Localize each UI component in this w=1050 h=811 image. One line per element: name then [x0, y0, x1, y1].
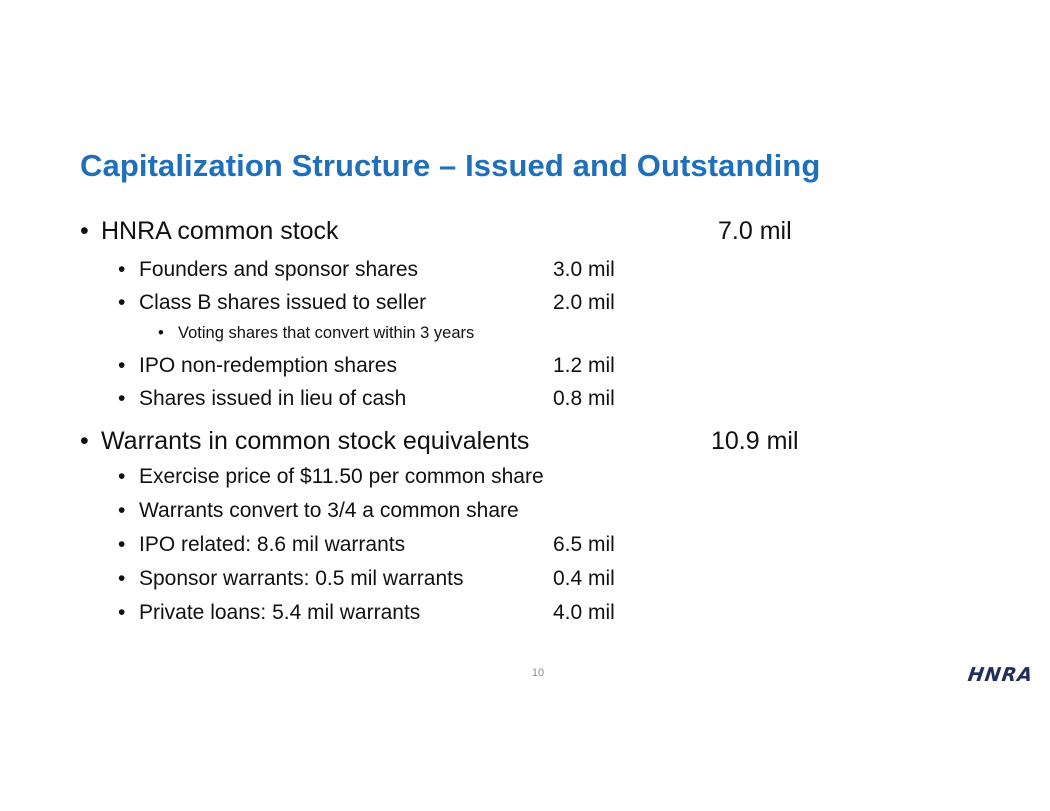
item-label: Warrants convert to 3/4 a common share: [139, 499, 519, 522]
bullet-icon: •: [80, 217, 89, 245]
subitem-label: Voting shares that convert within 3 years: [178, 324, 475, 342]
bullet-icon: •: [118, 601, 126, 624]
item-label: Class B shares issued to seller: [139, 291, 427, 314]
page-number: 10: [531, 667, 545, 679]
bullet-icon: •: [118, 567, 126, 590]
item-label: Private loans: 5.4 mil warrants: [139, 601, 421, 624]
bullet-icon: •: [80, 427, 89, 455]
bullet-icon: •: [118, 354, 126, 377]
item-label: Shares issued in lieu of cash: [139, 387, 407, 410]
item-value: 0.8 mil: [553, 387, 615, 410]
item-value: 2.0 mil: [553, 291, 615, 314]
item-label: IPO related: 8.6 mil warrants: [139, 533, 406, 556]
item-label: IPO non-redemption shares: [139, 354, 397, 377]
bullet-icon: •: [158, 324, 164, 342]
item-value: 6.5 mil: [553, 533, 615, 556]
item-label: Founders and sponsor shares: [139, 258, 418, 281]
bullet-icon: •: [118, 465, 126, 488]
bullet-icon: •: [118, 499, 126, 522]
bullet-icon: •: [118, 291, 126, 314]
item-value: 4.0 mil: [553, 601, 615, 624]
slide-title: Capitalization Structure – Issued and Outstanding: [80, 148, 821, 183]
item-label: Sponsor warrants: 0.5 mil warrants: [139, 567, 464, 590]
bullet-icon: •: [118, 258, 126, 281]
bullet-icon: •: [118, 533, 126, 556]
section-total: 7.0 mil: [718, 217, 792, 245]
section-label: Warrants in common stock equivalents: [101, 427, 530, 455]
item-label: Exercise price of $11.50 per common share: [139, 465, 544, 488]
company-logo: HNRA: [966, 664, 1035, 686]
section-label: HNRA common stock: [101, 217, 339, 245]
bullet-icon: •: [118, 387, 126, 410]
item-value: 1.2 mil: [553, 354, 615, 377]
section-total: 10.9 mil: [711, 427, 799, 455]
item-value: 0.4 mil: [553, 567, 615, 590]
item-value: 3.0 mil: [553, 258, 615, 281]
